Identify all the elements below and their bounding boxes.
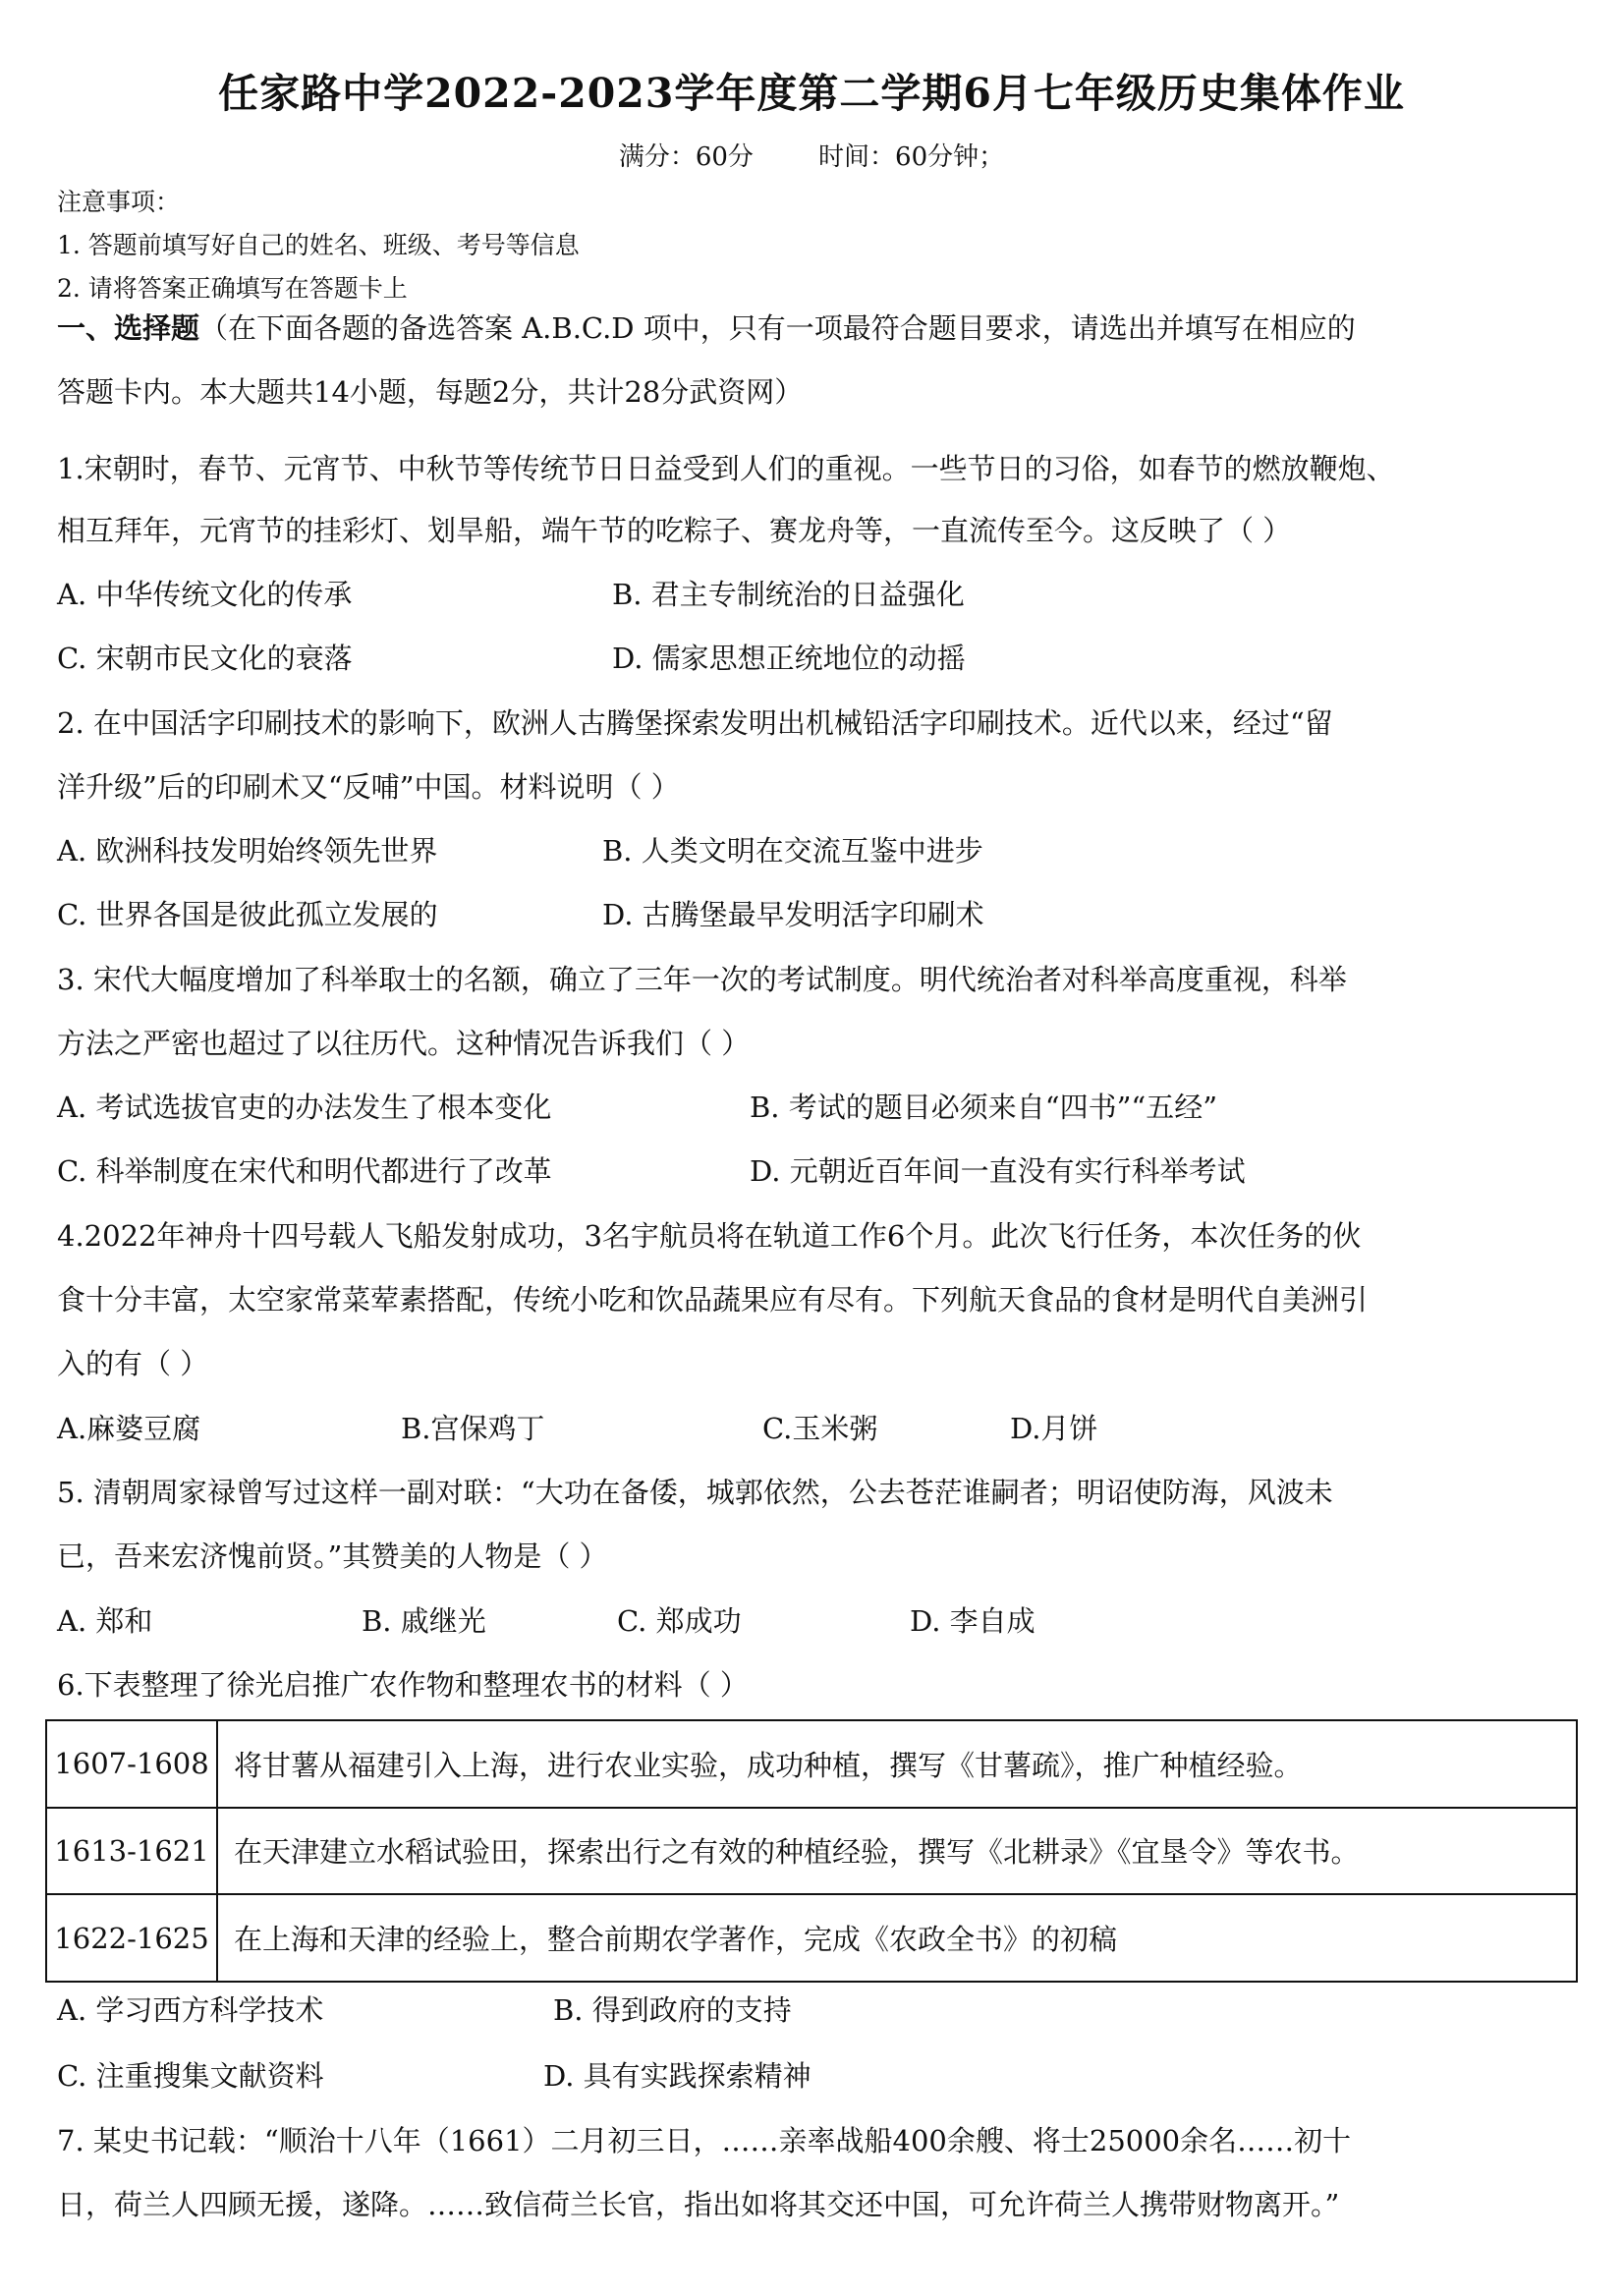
question-1-text: 1.宋朝时，春节、元宵节、中秋节等传统节日日益受到人们的重视。一些节日的习俗，如春节的燃放鞭炮、 [57,452,1395,485]
table-row [46,1808,1577,1895]
page-title: 任家路中学2022-2023学年度第二学期6月七年级历史集体作业 [218,70,1405,117]
option-b: B.宫保鸡丁 [401,1412,545,1445]
question-3-text: 方法之严密也超过了以往历代。这种情况告诉我们（ ） [57,1027,751,1060]
table-cell-text: 将甘薯从福建引入上海，进行农业实验，成功种植，撰写《甘薯疏》，推广种植经验。 [217,1720,1577,1808]
table-cell-years: 1613-1621 [46,1808,217,1895]
option-c: C.玉米粥 [762,1412,878,1445]
section-description-continued: 答题卡内。本大题共14小题，每题2分，共计28分武资网） [57,375,804,409]
question-1-text: 相互拜年，元宵节的挂彩灯、划旱船，端午节的吃粽子、赛龙舟等，一直流传至今。这反映了（ ） [57,514,1292,547]
question-5-text: 5. 清朝周家禄曾写过这样一副对联：“大功在备倭，城郭依然，公去苍茫谁嗣者；明诏使防海，风波未 [57,1476,1333,1509]
table-row [46,1894,1577,1982]
option-b: B. 考试的题目必须来自“四书”“五经” [750,1091,1218,1124]
table-cell-years: 1622-1625 [46,1894,217,1982]
option-d: D. 儒家思想正统地位的动摇 [612,642,966,675]
option-a: A. 中华传统文化的传承 [57,578,353,611]
question-4-text: 4.2022年神舟十四号载人飞船发射成功，3名宇航员将在轨道工作6个月。此次飞行任务，本次任务的伙 [57,1219,1362,1253]
option-d: D. 李自成 [910,1604,1035,1638]
materials-table [45,1719,1578,1983]
option-b: B. 人类文明在交流互鉴中进步 [602,834,983,868]
score-time-line: 满分：60分 时间：60分钟； [618,142,1005,172]
section-label: 一、选择题 [57,311,200,345]
option-a: A. 欧洲科技发明始终领先世界 [57,834,438,868]
option-b: B. 戚继光 [362,1604,486,1638]
note-item: 2. 请将答案正确填写在答题卡上 [57,274,408,303]
option-c: C. 注重搜集文献资料 [57,2059,324,2093]
table-cell-years: 1607-1608 [46,1720,217,1808]
option-c: C. 宋朝市民文化的衰落 [57,642,353,675]
table-cell-text: 在上海和天津的经验上，整合前期农学著作，完成《农政全书》的初稿 [217,1894,1577,1982]
question-3-text: 3. 宋代大幅度增加了科举取士的名额，确立了三年一次的考试制度。明代统治者对科举高度重视，科举 [57,963,1347,996]
question-5-text: 已，吾来宏济愧前贤。”其赞美的人物是（ ） [57,1540,608,1573]
option-d: D. 元朝近百年间一直没有实行科举考试 [750,1154,1246,1188]
question-4-text: 入的有（ ） [57,1347,209,1380]
option-a: A. 考试选拔官吏的办法发生了根本变化 [57,1091,552,1124]
option-a: A. 郑和 [57,1604,153,1638]
question-2-text: 洋升级”后的印刷术又“反哺”中国。材料说明（ ） [57,770,680,804]
table-row [46,1720,1577,1808]
option-d: D. 古腾堡最早发明活字印刷术 [602,898,984,931]
table-cell-text: 在天津建立水稻试验田，探索出行之有效的种植经验，撰写《北耕录》《宜垦令》等农书。 [217,1808,1577,1895]
option-a: A.麻婆豆腐 [57,1412,201,1445]
option-d: D. 具有实践探索精神 [543,2059,812,2093]
option-c: C. 科举制度在宋代和明代都进行了改革 [57,1154,552,1188]
option-c: C. 世界各国是彼此孤立发展的 [57,898,438,931]
option-c: C. 郑成功 [617,1604,742,1638]
option-b: B. 得到政府的支持 [553,1993,792,2027]
question-6-text: 6.下表整理了徐光启推广农作物和整理农书的材料（ ） [57,1668,749,1702]
note-item: 1. 答题前填写好自己的姓名、班级、考号等信息 [57,231,580,259]
option-a: A. 学习西方科学技术 [57,1993,324,2027]
question-2-text: 2. 在中国活字印刷技术的影响下，欧洲人古腾堡探索发明出机械铅活字印刷技术。近代以来，经过“留 [57,706,1333,740]
option-d: D.月饼 [1010,1412,1098,1445]
question-4-text: 食十分丰富，太空家常菜荤素搭配，传统小吃和饮品蔬果应有尽有。下列航天食品的食材是明代自美洲引 [57,1283,1369,1316]
question-7-text: 7. 某史书记载：“顺治十八年（1661）二月初三日，……亲率战船400余艘、将士25000余名……初十 [57,2124,1352,2157]
option-b: B. 君主专制统治的日益强化 [612,578,965,611]
section-description: （在下面各题的备选答案 A.B.C.D 项中，只有一项最符合题目要求，请选出并填写在相应的 [199,311,1356,345]
question-7-text: 日，荷兰人四顾无援，遂降。……致信荷兰长官，指出如将其交还中国，可允许荷兰人携带财物离开。” [57,2188,1340,2221]
section-heading [57,307,1580,347]
notes-heading: 注意事项： [57,188,181,216]
